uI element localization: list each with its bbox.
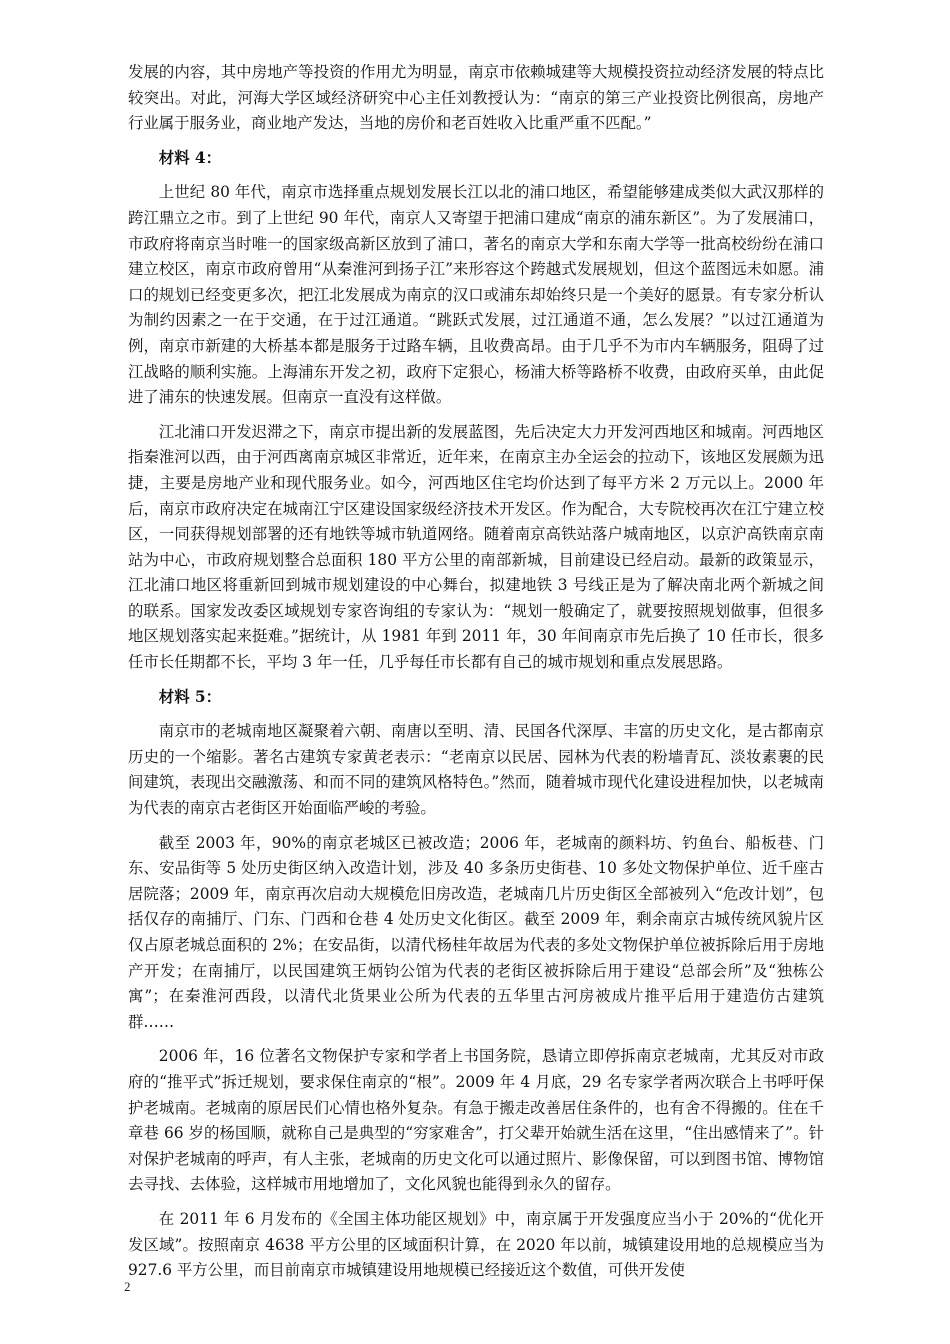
paragraph-renovation-facts: 截至 2003 年，90%的南京老城区已被改造；2006 年，老城南的颜料坊、钓鱼台、船板巷、门东、安品街等 5 处历史街区纳入改造计划，涉及 40 多条历史街巷、10 多处文物保护单位、近千座古居院落；2009 年，南京再次启动大规模危旧房改造，老城南几片历史街区全部被列入“危改计划”，包括仅存的南捕厅、门东、门西和仓巷 4 处历史文化街区。截至 2009 年，剩余南京古城传统风貌片区仅占原老城总面积的 2%；在安品街，以清代杨桂年故居为代表的多处文物保护单位被拆除后用于房地产开发；在南捕厅，以民国建筑王炳钧公馆为代表的老街区被拆除后用于建设“总部会所”及“独栋公寓”；在秦淮河西段，以清代北货果业公所为代表的五华里古河房被成片推平后用于建造仿古建筑群…… bbox=[128, 833, 824, 1031]
section-heading-material-5: 材料 5： bbox=[158, 687, 222, 706]
paragraph-functional-zoning: 在 2011 年 6 月发布的《全国主体功能区规划》中，南京属于开发强度应当小于 20%的“优化开发区域”。按照南京 4638 平方公里的区域面积计算，在 2020 年以前，城镇建设用地的总规模应当为 927.6 平方公里，而目前南京市城镇建设用地规模已经接近这个数值，可供开发使 bbox=[128, 1209, 824, 1280]
paragraph-old-chengnan-history: 南京市的老城南地区凝聚着六朝、南唐以至明、清、民国各代深厚、丰富的历史文化，是古都南京历史的一个缩影。著名古建筑专家黄老表示：“老南京以民居、园林为代表的粉墙青瓦、淡妆素裹的民间建筑，表现出交融激荡、和而不同的建筑风格特色。”然而，随着城市现代化建设进程加快，以老城南为代表的南京古老街区开始面临严峻的考验。 bbox=[128, 722, 824, 818]
document-body bbox=[128, 60, 824, 1293]
paragraph-expert-petition: 2006 年，16 位著名文物保护专家和学者上书国务院，恳请立即停拆南京老城南，尤其反对市政府的“推平式”拆迁规划，要求保住南京的“根”。2009 年 4 月底，29 名专家学者两次联合上书呼吁保护老城南。老城南的原居民们心情也格外复杂。有急于搬走改善居住条件的，也有舍不得搬的。住在千章巷 66 岁的杨国顺，就称自己是典型的“穷家难舍”，打父辈开始就生活在这里，“住出感情来了”。针对保护老城南的呼声，有人主张，老城南的历史文化可以通过照片、影像保留，可以到图书馆、博物馆去寻找、去体验，这样城市用地增加了，文化风貌也能得到永久的留存。 bbox=[128, 1047, 824, 1194]
paragraph-pukou-development: 上世纪 80 年代，南京市选择重点规划发展长江以北的浦口地区，希望能够建成类似大武汉那样的跨江鼎立之市。到了上世纪 90 年代，南京人又寄望于把浦口建成“南京的浦东新区”。为了发展浦口，市政府将南京当时唯一的国家级高新区放到了浦口，著名的南京大学和东南大学等一批高校纷纷在浦口建立校区，南京市政府曾用“从秦淮河到扬子江”来形容这个跨越式发展规划，但这个蓝图远未如愿。浦口的规划已经变更多次，把江北发展成为南京的汉口或浦东却始终只是一个美好的愿景。有专家分析认为制约因素之一在于交通，在于过江通道。“跳跃式发展，过江通道不通，怎么发展？”以过江通道为例，南京市新建的大桥基本都是服务于过路车辆，且收费高昂。由于几乎不为市内车辆服务，阻碍了过江战略的顺利实施。上海浦东开发之初，政府下定狠心，杨浦大桥等路桥不收费，由政府买单，由此促进了浦东的快速发展。但南京一直没有这样做。 bbox=[128, 183, 824, 407]
paragraph-hexi-chengnan: 江北浦口开发迟滞之下，南京市提出新的发展蓝图，先后决定大力开发河西地区和城南。河西地区指秦淮河以西，由于河西离南京城区非常近，近年来，在南京主办全运会的拉动下，该地区发展颇为迅捷，主要是房地产业和现代服务业。如今，河西地区住宅均价达到了每平方米 2 万元以上。2000 年后，南京市政府决定在城南江宁区建设国家级经济技术开发区。作为配合，大专院校再次在江宁建立校区，一同获得规划部署的还有地铁等城市轨道网络。随着南京高铁站落户城南地区，以京沪高铁南京南站为中心，市政府规划整合总面积 180 平方公里的南部新城，目前建设已经启动。最新的政策显示，江北浦口地区将重新回到城市规划建设的中心舞台，拟建地铁 3 号线正是为了解决南北两个新城之间的联系。国家发改委区域规划专家咨询组的专家认为：“规划一般确定了，就要按照规划做事，但很多地区规划落实起来挺难。”据统计，从 1981 年到 2011 年，30 年间南京市先后换了 10 任市长，很多任市长任期都不长，平均 3 年一任，几乎每任市长都有自己的城市规划和重点发展思路。 bbox=[128, 422, 824, 672]
page-number: 2 bbox=[124, 1279, 131, 1294]
paragraph-continuation: 发展的内容，其中房地产等投资的作用尤为明显，南京市依赖城建等大规模投资拉动经济发展的特点比较突出。对此，河海大学区域经济研究中心主任刘教授认为：“南京的第三产业投资比例很高，房地产行业属于服务业，商业地产发达，当地的房价和老百姓收入比重严重不匹配。” bbox=[128, 63, 824, 133]
section-heading-material-4: 材料 4： bbox=[158, 148, 222, 167]
